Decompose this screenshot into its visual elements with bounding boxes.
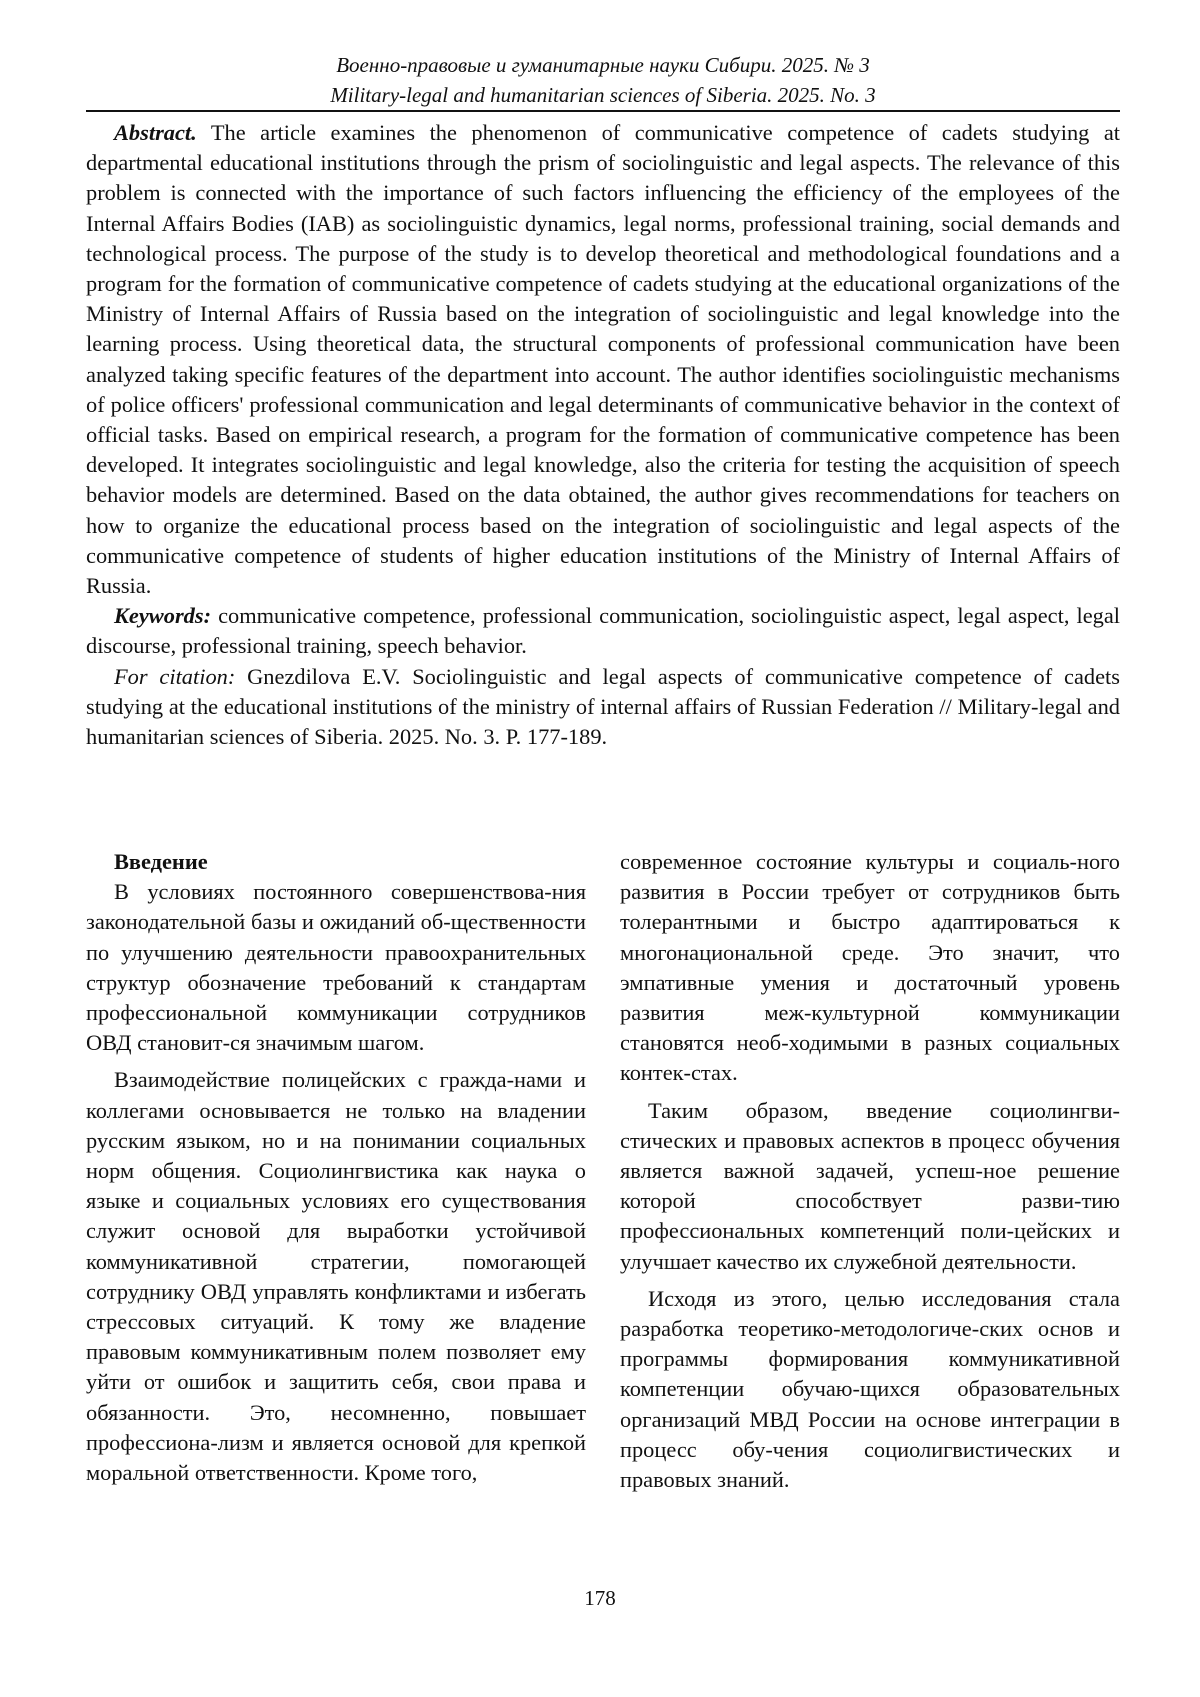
citation-label: For citation:	[114, 663, 236, 689]
header-title-ru: Военно-правовые и гуманитарные науки Сибири. 2025. № 3	[336, 53, 870, 77]
body-paragraph: Таким образом, введение социолингви-стических и правовых аспектов в процесс обучения является важной задачей, успеш-ное решение которой способствует разви-тию профессиональных компетенций поли-цейских и улучшает качество их служебной деятельности.	[620, 1097, 1120, 1274]
abstract-paragraph	[86, 118, 1120, 601]
body-paragraph: Взаимодействие полицейских с гражда-нами и коллегами основывается не только на владении русским языком, но и на понимании социальных норм общения. Социолингвистика как наука о языке и социальных условиях его существования служит основой для выработки устойчивой коммуникативной стратегии, помогающей сотруднику ОВД управлять конфликтами и избегать стрессовых ситуаций. К тому же владение правовым коммуникативным полем позволяет ему уйти от ошибок и защитить себя, свои права и обязанности. Это, несомненно, повышает профессиона-лизм и является основой для крепкой моральной ответственности. Кроме того,	[86, 1067, 586, 1486]
citation-paragraph	[86, 662, 1120, 753]
body-paragraph: Исходя из этого, целью исследования стала разработка теоретико-методологиче-ских основ и программы формирования коммуникативной компетенции обучаю-щихся образовательных организаций МВД России на основе интеграции в процесс обу-чения социолигвистических и правовых знаний.	[620, 1285, 1120, 1493]
header-divider	[86, 110, 1120, 112]
section-heading: Введение	[114, 849, 208, 874]
body-paragraph: В условиях постоянного совершенствова-ния законодательной базы и ожиданий об-щественности по улучшению деятельности правоохранительных структур обозначение требований к стандартам профессиональной коммуникации сотрудников ОВД становит-ся значимым шагом.	[86, 879, 586, 1056]
header-title-en: Military-legal and humanitarian sciences of Siberia. 2025. No. 3	[330, 83, 876, 107]
left-column	[86, 847, 586, 1495]
citation-text: Gnezdilova E.V. Sociolinguistic and legal aspects of communicative competence of cadets studying at the educational institutions of the ministry of internal affairs of Russian Federation // Military-legal and humanitarian sciences of Siberia. 2025. No. 3. P. 177-189.	[86, 663, 1120, 750]
body-columns	[86, 847, 1120, 1567]
abstract-text: The article examines the phenomenon of communicative competence of cadets studying at departmental educational institutions through the prism of sociolinguistic and legal aspects. The relevance of this problem is connected with the importance of such factors influencing the efficiency of the employees of the Internal Affairs Bodies (IAB) as sociolinguistic dynamics, legal norms, professional training, social demands and technological process. The purpose of the study is to develop theoretical and methodological foundations and a program for the formation of communicative competence of cadets studying at the educational organizations of the Ministry of Internal Affairs of Russia based on the integration of sociolinguistic and legal knowledge into the learning process. Using theoretical data, the structural components of professional communication have been analyzed taking specific features of the department into account. The author identifies sociolinguistic mechanisms of police officers' professional communication and legal determinants of communicative behavior in the context of official tasks. Based on empirical research, a program for the formation of communicative competence has been developed. It integrates sociolinguistic and legal knowledge, also the criteria for testing the acquisition of speech behavior models are determined. Based on the data obtained, the author gives recommendations for teachers on how to organize the educational process based on the integration of sociolinguistic and legal aspects of the communicative competence of students of higher education institutions of the Ministry of Internal Affairs of Russia.	[86, 120, 1120, 599]
body-paragraph: современное состояние культуры и социаль-ного развития в России требует от сотрудников быть толерантными и быстро адаптироваться к многонациональной среде. Это значит, что эмпативные умения и достаточный уровень развития меж-культурной коммуникации становятся необ-ходимыми в разных социальных контек-стах.	[620, 849, 1120, 1086]
right-column	[620, 847, 1120, 1502]
keywords-text: communicative competence, professional communication, sociolinguistic aspect, legal aspect, legal discourse, professional training, speech behavior.	[86, 603, 1120, 659]
keywords-paragraph	[86, 601, 1120, 661]
running-header	[86, 50, 1120, 110]
keywords-label: Keywords:	[114, 603, 212, 629]
abstract-label: Abstract.	[114, 120, 197, 145]
page-number: 178	[584, 1586, 616, 1610]
abstract-section	[86, 118, 1120, 752]
